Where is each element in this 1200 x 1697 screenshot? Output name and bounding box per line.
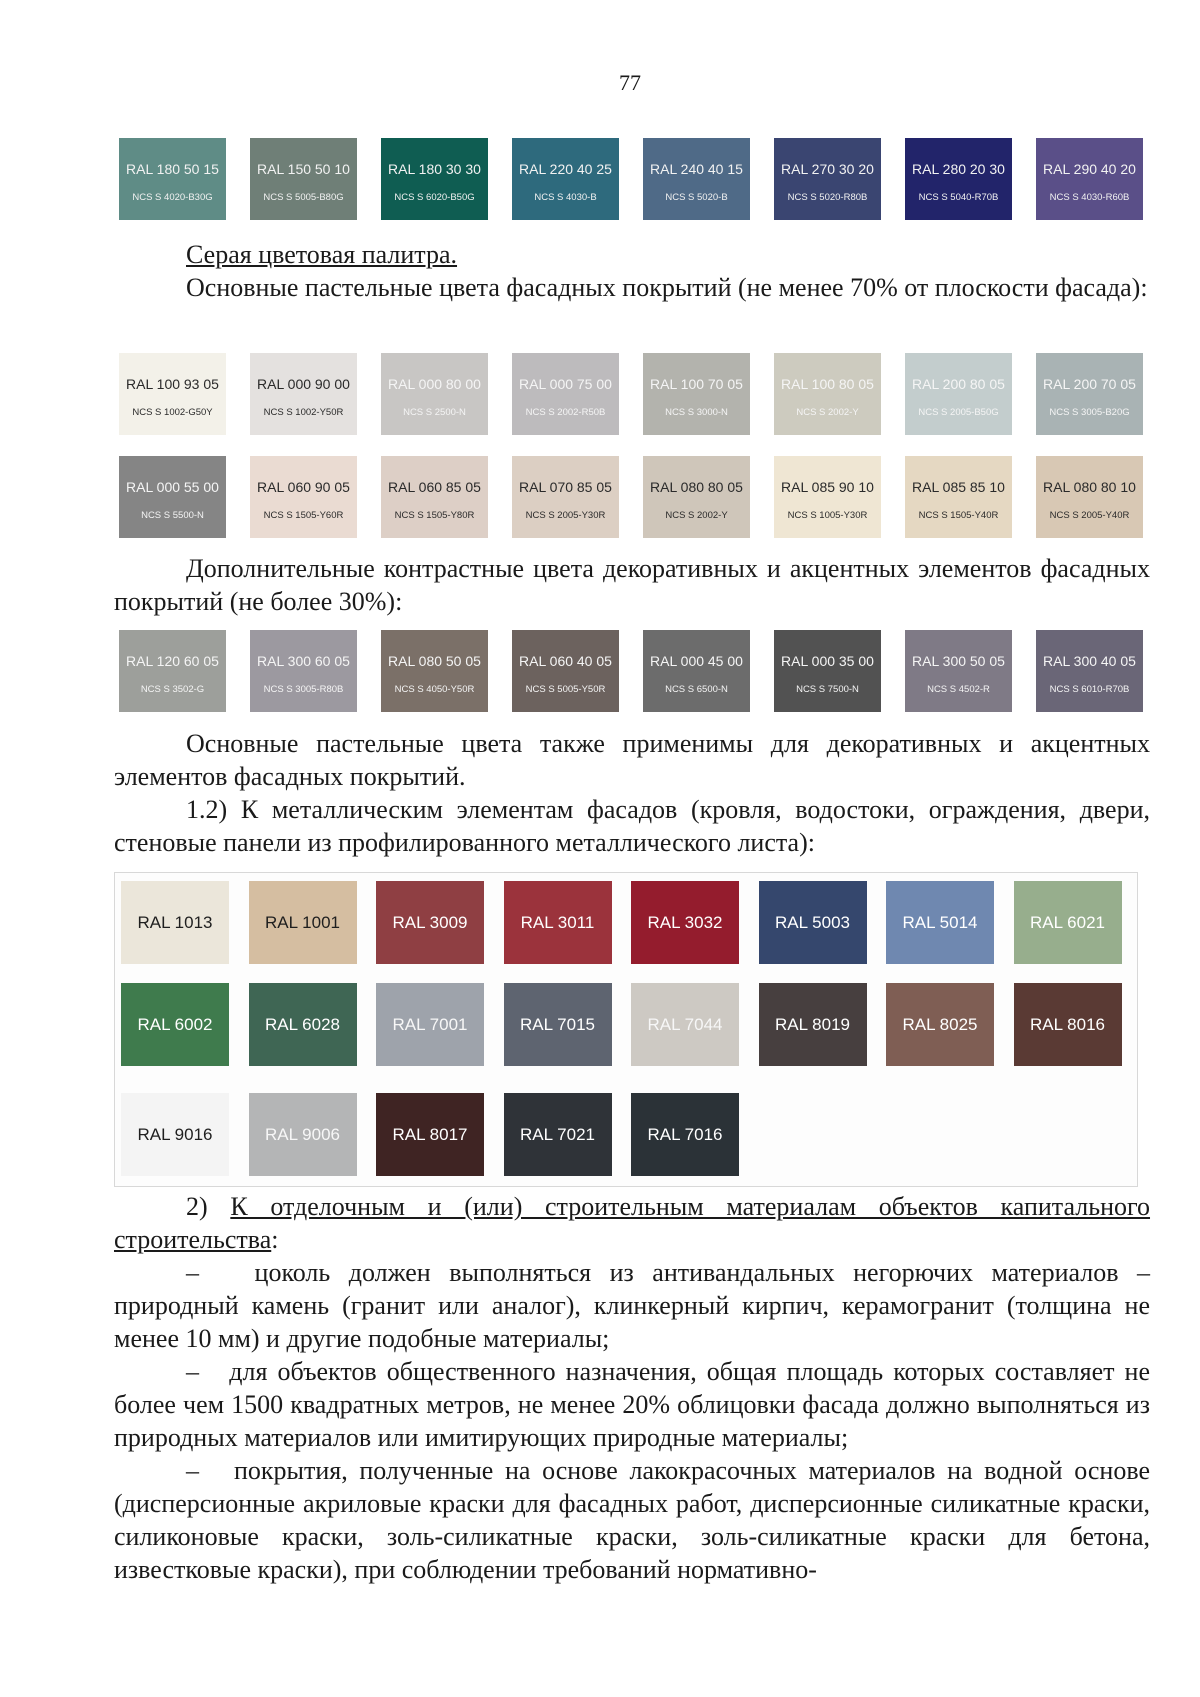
color-swatch xyxy=(905,630,1012,712)
section-2-title: К отделочным и (или) строительным материалам объектов капитального строительства xyxy=(114,1192,1151,1254)
section-2-number: 2) xyxy=(186,1192,208,1221)
swatch-ncs-code: NCS S 4050-Y50R xyxy=(394,684,475,695)
swatch-ral-code: RAL 270 30 20 xyxy=(781,161,874,177)
swatch-ral-code: RAL 000 90 00 xyxy=(257,376,350,392)
color-swatch xyxy=(1036,630,1143,712)
heading-gray-palette: Серая цветовая палитра. xyxy=(186,240,458,269)
color-swatch xyxy=(381,138,488,220)
color-swatch xyxy=(119,630,226,712)
gray-palette-section xyxy=(114,238,1150,304)
swatch-ncs-code: NCS S 5005-B80G xyxy=(263,192,344,203)
swatch-row-contrast xyxy=(119,630,1143,712)
color-swatch xyxy=(381,456,488,538)
color-swatch xyxy=(250,138,357,220)
swatch-ral-code: RAL 180 50 15 xyxy=(126,161,219,177)
metal-color-swatch: RAL 8019 xyxy=(759,983,867,1066)
metal-color-swatch: RAL 3009 xyxy=(376,881,484,964)
color-swatch xyxy=(1036,456,1143,538)
color-swatch xyxy=(512,456,619,538)
swatch-ral-code: RAL 220 40 25 xyxy=(519,161,612,177)
swatch-ncs-code: NCS S 5020-R80B xyxy=(787,192,868,203)
color-swatch xyxy=(119,138,226,220)
color-swatch xyxy=(643,138,750,220)
swatch-ncs-code: NCS S 2002-R50B xyxy=(525,407,606,418)
color-swatch xyxy=(512,138,619,220)
color-swatch xyxy=(905,138,1012,220)
metal-color-swatch: RAL 7044 xyxy=(631,983,739,1066)
swatch-ncs-code: NCS S 6500-N xyxy=(665,684,728,695)
swatch-ncs-code: NCS S 2002-Y xyxy=(665,510,728,521)
color-swatch xyxy=(774,353,881,435)
swatch-ral-code: RAL 080 80 05 xyxy=(650,479,743,495)
page-number: 77 xyxy=(619,70,641,95)
swatch-ral-code: RAL 300 60 05 xyxy=(257,653,350,669)
swatch-ncs-code: NCS S 6020-B50G xyxy=(394,192,475,203)
swatch-ncs-code: NCS S 1505-Y40R xyxy=(918,510,999,521)
swatch-ral-code: RAL 000 35 00 xyxy=(781,653,874,669)
swatch-ral-code: RAL 000 45 00 xyxy=(650,653,743,669)
bullet-text: для объектов общественного назначения, общая площадь которых составляет не более чем 1500 квадратных метров, не менее 20% облицовки фасада должно выполняться из природных материалов или имитирующих природные материалы; xyxy=(114,1357,1150,1452)
swatch-ral-code: RAL 060 90 05 xyxy=(257,479,350,495)
swatch-ral-code: RAL 080 50 05 xyxy=(388,653,481,669)
color-swatch xyxy=(512,353,619,435)
color-swatch xyxy=(250,353,357,435)
metal-color-swatch: RAL 5014 xyxy=(886,881,994,964)
color-swatch xyxy=(774,456,881,538)
swatch-ral-code: RAL 080 80 10 xyxy=(1043,479,1136,495)
swatch-ncs-code: NCS S 4030-B xyxy=(534,192,597,203)
metal-color-swatch: RAL 7021 xyxy=(504,1093,612,1176)
pastel-metal-section xyxy=(114,727,1150,859)
para-metal: 1.2) К металлическим элементам фасадов (кровля, водостоки, ограждения, двери, стеновые панели из профилированного металлического листа): xyxy=(114,795,1150,857)
metal-color-swatch: RAL 7001 xyxy=(376,983,484,1066)
swatch-ncs-code: NCS S 1002-G50Y xyxy=(132,407,213,418)
metal-color-swatch: RAL 9016 xyxy=(121,1093,229,1176)
swatch-ncs-code: NCS S 4020-B30G xyxy=(132,192,213,203)
metal-color-swatch: RAL 3032 xyxy=(631,881,739,964)
swatch-ral-code: RAL 085 85 10 xyxy=(912,479,1005,495)
bullet-text: покрытия, полученные на основе лакокрасочных материалов на водной основе (дисперсионные акриловые краски для фасадных работ, дисперсионные силикатные краски, силиконовые краски, золь-силикатные краски, золь-силикатные краски для бетона, известковые краски), при соблюдении требований нормативно- xyxy=(114,1456,1150,1584)
swatch-ral-code: RAL 180 30 30 xyxy=(388,161,481,177)
swatch-ral-code: RAL 085 90 10 xyxy=(781,479,874,495)
bullet-text: цоколь должен выполняться из антивандальных негорючих материалов – природный камень (гранит или аналог), клинкерный кирпич, керамогранит (толщина не менее 10 мм) и другие подобные материалы; xyxy=(114,1258,1151,1353)
metal-color-swatch: RAL 7015 xyxy=(504,983,612,1066)
bullet-item xyxy=(114,1454,1150,1586)
color-swatch xyxy=(643,630,750,712)
metal-color-swatch: RAL 1001 xyxy=(249,881,357,964)
color-swatch xyxy=(774,138,881,220)
swatch-ral-code: RAL 280 20 30 xyxy=(912,161,1005,177)
bullet-dash: – xyxy=(186,1456,234,1485)
swatch-ncs-code: NCS S 2005-B50G xyxy=(918,407,999,418)
swatch-ral-code: RAL 150 50 10 xyxy=(257,161,350,177)
swatch-ral-code: RAL 000 75 00 xyxy=(519,376,612,392)
para-pastel-also: Основные пастельные цвета также применимы для декоративных и акцентных элементов фасадных покрытий. xyxy=(114,729,1150,791)
swatch-ncs-code: NCS S 1002-Y50R xyxy=(263,407,344,418)
swatch-ncs-code: NCS S 6010-R70B xyxy=(1049,684,1130,695)
swatch-ral-code: RAL 300 50 05 xyxy=(912,653,1005,669)
swatch-row-pastel-2 xyxy=(119,456,1143,538)
swatch-ncs-code: NCS S 5020-B xyxy=(665,192,728,203)
swatch-ncs-code: NCS S 4502-R xyxy=(927,684,990,695)
metal-color-swatch: RAL 8025 xyxy=(886,983,994,1066)
bullet-item xyxy=(114,1355,1150,1454)
color-swatch xyxy=(1036,353,1143,435)
swatch-ncs-code: NCS S 3005-R80B xyxy=(263,684,344,695)
section-2-heading xyxy=(114,1190,1150,1256)
contrast-section xyxy=(114,552,1150,618)
swatch-ncs-code: NCS S 3502-G xyxy=(140,684,205,695)
bullet-list xyxy=(114,1256,1150,1586)
color-swatch xyxy=(119,456,226,538)
color-swatch xyxy=(905,456,1012,538)
swatch-ncs-code: NCS S 2500-N xyxy=(403,407,466,418)
color-swatch xyxy=(119,353,226,435)
swatch-ncs-code: NCS S 1505-Y60R xyxy=(263,510,344,521)
para-main-pastel: Основные пастельные цвета фасадных покрытий (не менее 70% от плоскости фасада): xyxy=(186,273,1148,302)
color-swatch xyxy=(250,630,357,712)
swatch-ral-code: RAL 120 60 05 xyxy=(126,653,219,669)
swatch-ral-code: RAL 100 80 05 xyxy=(781,376,874,392)
metal-color-swatch: RAL 6002 xyxy=(121,983,229,1066)
swatch-ral-code: RAL 200 80 05 xyxy=(912,376,1005,392)
bullet-dash: – xyxy=(186,1357,230,1386)
metal-colors-panel xyxy=(114,872,1138,1187)
swatch-ral-code: RAL 060 85 05 xyxy=(388,479,481,495)
metal-color-swatch: RAL 6021 xyxy=(1014,881,1122,964)
swatch-row-pastel-1 xyxy=(119,353,1143,435)
color-swatch xyxy=(643,353,750,435)
metal-color-swatch: RAL 3011 xyxy=(504,881,612,964)
swatch-ncs-code: NCS S 1505-Y80R xyxy=(394,510,475,521)
swatch-ral-code: RAL 290 40 20 xyxy=(1043,161,1136,177)
swatch-ncs-code: NCS S 7500-N xyxy=(796,684,859,695)
swatch-ncs-code: NCS S 2005-Y40R xyxy=(1049,510,1130,521)
swatch-ncs-code: NCS S 2002-Y xyxy=(796,407,859,418)
color-swatch xyxy=(643,456,750,538)
swatch-row-blue xyxy=(119,138,1143,220)
color-swatch xyxy=(905,353,1012,435)
color-swatch xyxy=(1036,138,1143,220)
swatch-ncs-code: NCS S 2005-Y30R xyxy=(525,510,606,521)
color-swatch xyxy=(381,353,488,435)
swatch-ral-code: RAL 060 40 05 xyxy=(519,653,612,669)
color-swatch xyxy=(774,630,881,712)
metal-color-swatch: RAL 9006 xyxy=(249,1093,357,1176)
swatch-ncs-code: NCS S 1005-Y30R xyxy=(787,510,868,521)
section-2 xyxy=(114,1190,1150,1586)
metal-color-swatch: RAL 6028 xyxy=(249,983,357,1066)
swatch-ncs-code: NCS S 5005-Y50R xyxy=(525,684,606,695)
metal-color-swatch: RAL 7016 xyxy=(631,1093,739,1176)
swatch-ncs-code: NCS S 5040-R70B xyxy=(918,192,999,203)
metal-color-swatch: RAL 1013 xyxy=(121,881,229,964)
swatch-ral-code: RAL 200 70 05 xyxy=(1043,376,1136,392)
swatch-ral-code: RAL 070 85 05 xyxy=(519,479,612,495)
metal-color-swatch: RAL 8017 xyxy=(376,1093,484,1176)
color-swatch xyxy=(250,456,357,538)
metal-color-swatch: RAL 8016 xyxy=(1014,983,1122,1066)
swatch-ncs-code: NCS S 4030-R60B xyxy=(1049,192,1130,203)
swatch-ral-code: RAL 100 93 05 xyxy=(126,376,219,392)
color-swatch xyxy=(512,630,619,712)
swatch-ral-code: RAL 000 55 00 xyxy=(126,479,219,495)
swatch-ral-code: RAL 000 80 00 xyxy=(388,376,481,392)
metal-color-swatch: RAL 5003 xyxy=(759,881,867,964)
swatch-ncs-code: NCS S 5500-N xyxy=(141,510,204,521)
bullet-item xyxy=(114,1256,1150,1355)
swatch-ral-code: RAL 100 70 05 xyxy=(650,376,743,392)
section-2-colon: : xyxy=(271,1225,279,1254)
swatch-ncs-code: NCS S 3005-B20G xyxy=(1049,407,1130,418)
color-swatch xyxy=(381,630,488,712)
para-contrast: Дополнительные контрастные цвета декоративных и акцентных элементов фасадных покрытий (не более 30%): xyxy=(114,554,1150,616)
swatch-ral-code: RAL 240 40 15 xyxy=(650,161,743,177)
bullet-dash: – xyxy=(186,1258,255,1287)
swatch-ral-code: RAL 300 40 05 xyxy=(1043,653,1136,669)
swatch-ncs-code: NCS S 3000-N xyxy=(665,407,728,418)
